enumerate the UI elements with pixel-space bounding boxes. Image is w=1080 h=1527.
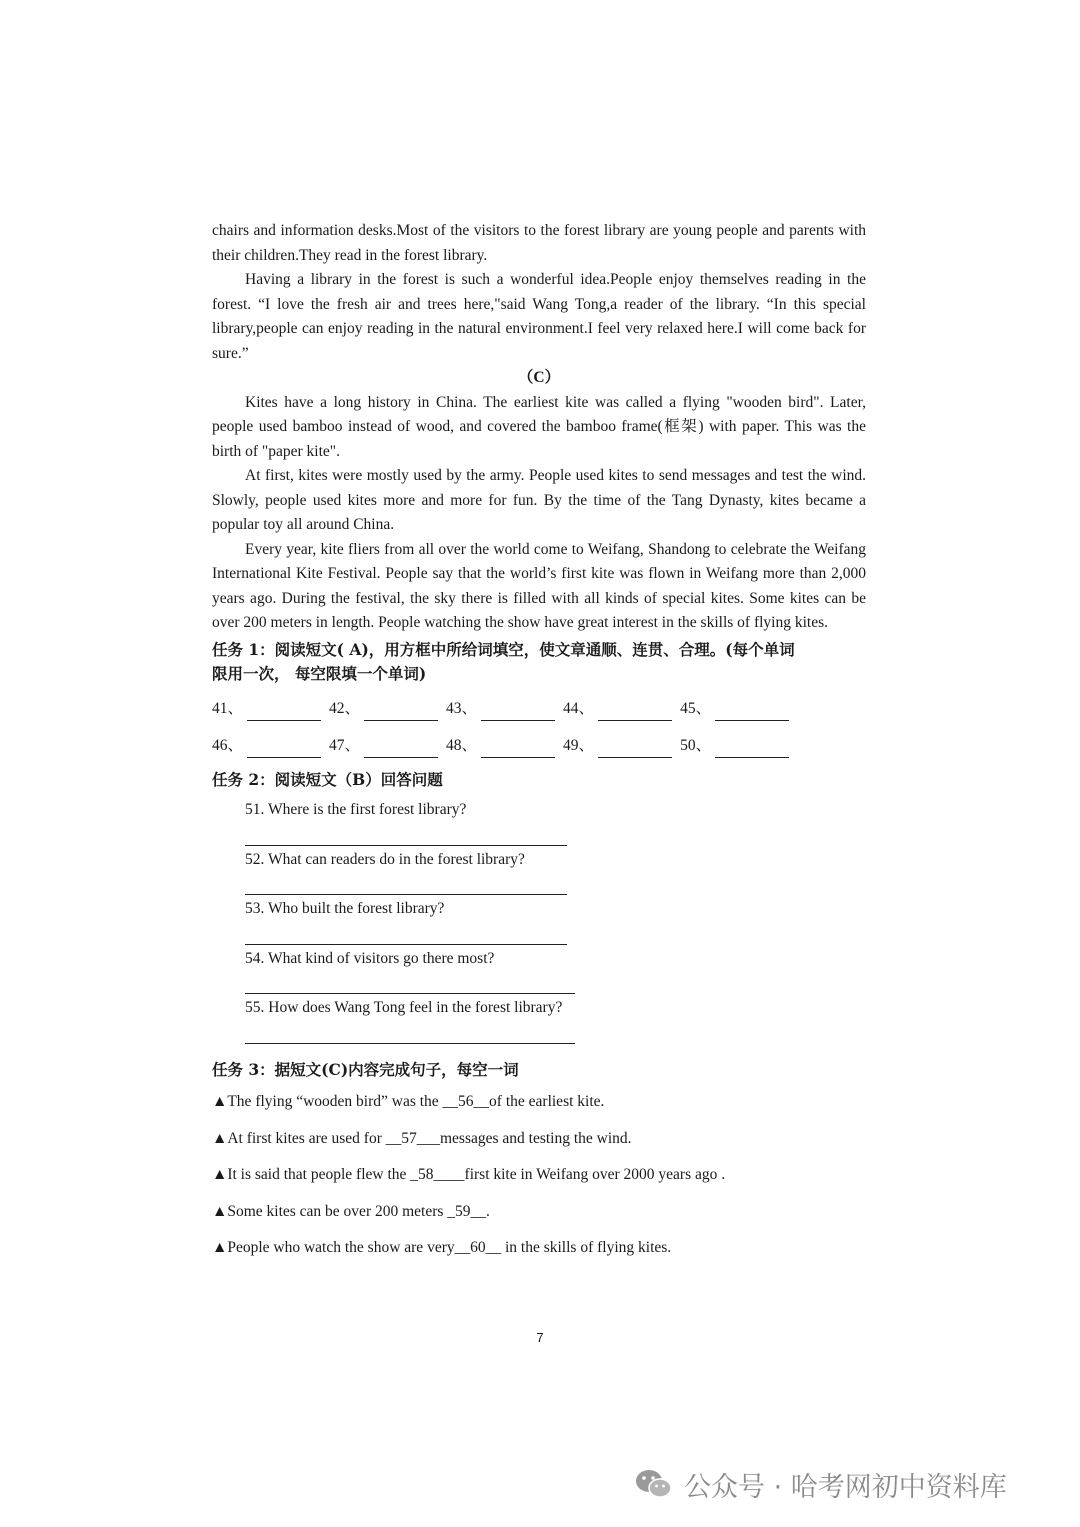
answer-line[interactable] xyxy=(245,872,567,895)
answer-blank[interactable]: 47、 xyxy=(329,734,446,758)
answer-blank[interactable]: 50、 xyxy=(680,734,797,758)
answer-blank[interactable]: 43、 xyxy=(446,697,563,721)
answer-line[interactable] xyxy=(245,823,567,846)
fill-sentence: ▲At first kites are used for __57___messages and testing the wind. xyxy=(212,1129,632,1147)
question-item: 53. Who built the forest library? xyxy=(245,897,866,945)
answer-blank[interactable]: 42、 xyxy=(329,697,446,721)
answer-blank[interactable]: 41、 xyxy=(212,697,329,721)
page-number: 7 xyxy=(536,1330,544,1345)
passage-b-paragraph: Having a library in the forest is such a wonderful idea.People enjoy themselves reading in the forest. “I love the fresh air and trees here,"said Wang Tong,a reader of the library. “In this special library,people can enjoy reading in the natural environment.I feel very relaxed here.I will come back for sure.” xyxy=(212,271,866,362)
answer-blank[interactable]: 48、 xyxy=(446,734,563,758)
question-item: 55. How does Wang Tong feel in the forest library? xyxy=(245,996,866,1044)
watermark-text: 公众号 · 哈考网初中资料库 xyxy=(684,1471,1007,1503)
question-list xyxy=(245,798,866,1044)
fill-sentence: ▲Some kites can be over 200 meters _59__. xyxy=(212,1202,490,1220)
answer-line[interactable] xyxy=(245,971,575,994)
wechat-icon xyxy=(634,1467,674,1501)
fill-sentence: ▲The flying “wooden bird” was the __56__of the earliest kite. xyxy=(212,1093,605,1110)
fill-sentence: ▲People who watch the show are very__60__ in the skills of flying kites. xyxy=(212,1239,672,1256)
answer-blank[interactable]: 44、 xyxy=(563,697,680,721)
answer-blank[interactable]: 46、 xyxy=(212,734,329,758)
answer-blanks-row xyxy=(212,734,866,758)
answer-blank[interactable]: 49、 xyxy=(563,734,680,758)
task2-title: 任务 2：阅读短文（B）回答问题 xyxy=(212,769,443,789)
sentence-list xyxy=(212,1090,866,1261)
question-item: 54. What kind of visitors go there most? xyxy=(245,947,866,995)
question-item: 52. What can readers do in the forest library? xyxy=(245,848,866,896)
task1-title: 任务 1：阅读短文( A)，用方框中所给词填空，使文章通顺、连贯、合理。(每个单词 xyxy=(212,639,795,659)
answer-line[interactable] xyxy=(245,1021,575,1044)
passage-c-paragraph: Every year, kite fliers from all over the world come to Weifang, Shandong to celebrate the Weifang International Kite Festival. People say that the world’s first kite was flown in Weifang more than 2,000 years ago. During the festival, the sky there is filled with all kinds of special kites. Some kites can be over 200 meters in length. People watching the show have great interest in the skills of flying kites. xyxy=(212,540,866,631)
question-item: 51. Where is the first forest library? xyxy=(245,798,866,846)
passage-b-paragraph: chairs and information desks.Most of the visitors to the forest library are young people and parents with their children.They read in the forest library. xyxy=(212,222,866,264)
watermark xyxy=(634,1462,1007,1506)
answer-blank[interactable]: 45、 xyxy=(680,697,797,721)
answer-line[interactable] xyxy=(245,922,567,945)
section-label-c: （C） xyxy=(517,369,561,386)
task3-title: 任务 3：据短文(C)内容完成句子，每空一词 xyxy=(212,1059,519,1079)
task1-title: 限用一次， 每空限填一个单词) xyxy=(212,664,427,683)
passage-c-paragraph: Kites have a long history in China. The earliest kite was called a flying "wooden bird". Later, people used bamboo instead of wood, and covered the bamboo frame(框架) with paper. This was the birth of "paper kite". xyxy=(212,393,866,460)
answer-blanks-row xyxy=(212,697,866,721)
passage-c-paragraph: At first, kites were mostly used by the army. People used kites to send messages and test the wind. Slowly, people used kites more and more for fun. By the time of the Tang Dynasty, kites became a popular toy all around China. xyxy=(212,467,866,533)
page-content xyxy=(212,219,866,1273)
fill-sentence: ▲It is said that people flew the _58____first kite in Weifang over 2000 years ago . xyxy=(212,1166,726,1183)
